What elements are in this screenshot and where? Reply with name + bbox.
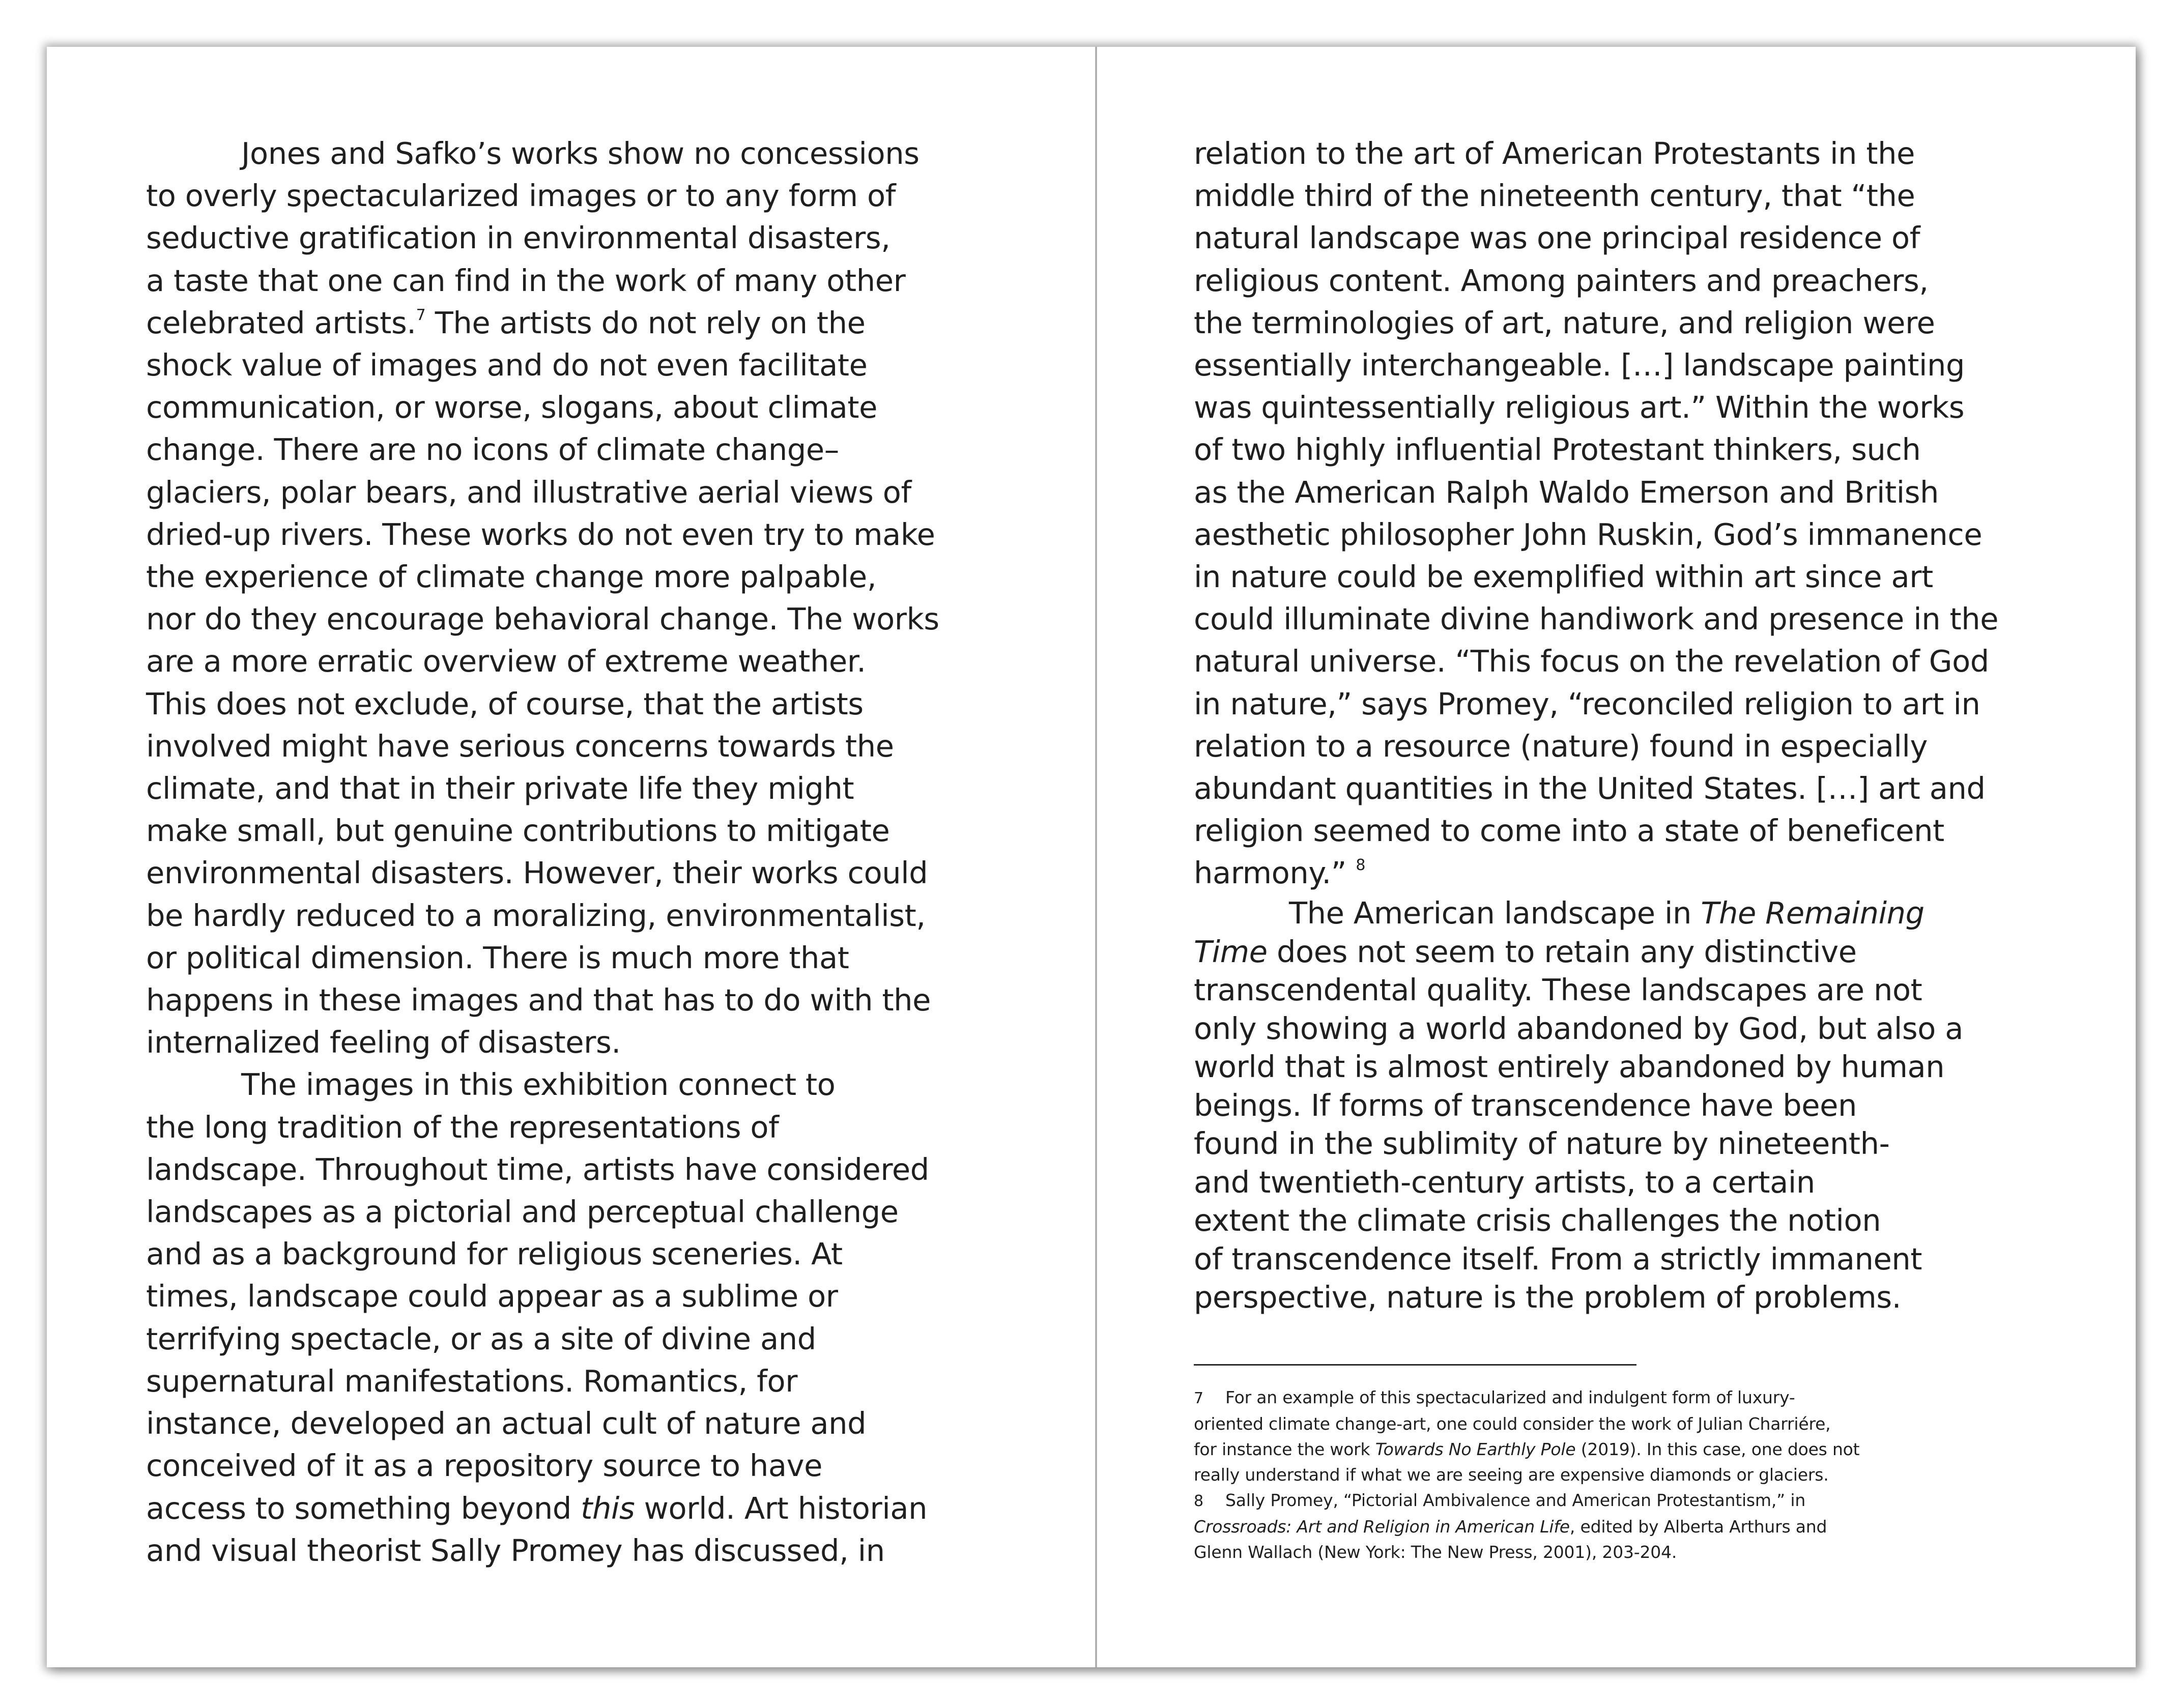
text-segment: harmony.” <box>1194 855 1346 891</box>
text-line <box>1194 1437 2089 1462</box>
text-line: Jones and Safko’s works show no concessions <box>241 136 920 171</box>
text-line: nor do they encourage behavioral change. The works <box>146 601 939 637</box>
text-line <box>146 1487 1011 1529</box>
footnote-7 <box>1194 1385 2089 1488</box>
text-line: supernatural manifestations. Romantics, for <box>146 1363 798 1399</box>
footnote-number: 7 <box>1194 1389 1203 1407</box>
text-line: could illuminate divine handiwork and presence in the <box>1194 601 1999 637</box>
text-line <box>1194 1488 2089 1514</box>
text-line: oriented climate change-art, one could consider the work of Julian Charriére, <box>1194 1414 1831 1434</box>
text-line: a taste that one can find in the work of many other <box>146 263 906 298</box>
text-line: and visual theorist Sally Promey has discussed, in <box>146 1532 885 1568</box>
text-line: transcendental quality. These landscapes are not <box>1194 972 1922 1007</box>
text-line: landscapes as a pictorial and perceptual challenge <box>146 1194 899 1230</box>
text-line: to overly spectacularized images or to any form of <box>146 178 896 214</box>
text-line <box>1194 1385 2089 1411</box>
left-page-body <box>146 132 1011 1572</box>
text-line: times, landscape could appear as a sublime or <box>146 1279 838 1314</box>
italic-text: Towards No Earthly Pole <box>1375 1439 1576 1459</box>
text-segment: does not seem to retain any distinctive <box>1267 934 1857 969</box>
text-line: involved might have serious concerns towards the <box>146 728 894 764</box>
text-line: was quintessentially religious art.” Within the works <box>1194 390 1965 425</box>
text-segment: world. Art historian <box>635 1490 928 1526</box>
text-line: be hardly reduced to a moralizing, environmentalist, <box>146 898 926 933</box>
text-line: natural landscape was one principal residence of <box>1194 220 1920 256</box>
text-line: are a more erratic overview of extreme weather. <box>146 644 866 679</box>
text-segment: for instance the work <box>1194 1439 1375 1459</box>
paragraph <box>1194 894 2089 1317</box>
italic-text: Crossroads: Art and Religion in American Life <box>1194 1517 1570 1537</box>
text-segment: , edited by Alberta Arthurs and <box>1569 1517 1827 1537</box>
italic-text: Time <box>1194 934 1268 969</box>
text-line: conceived of it as a repository source to have <box>146 1448 823 1484</box>
text-line: the long tradition of the representations of <box>146 1109 779 1145</box>
italic-text: this <box>581 1490 635 1526</box>
footnote-number: 8 <box>1194 1492 1203 1510</box>
paragraph <box>146 1063 1011 1571</box>
text-line: natural universe. “This focus on the revelation of God <box>1194 644 1989 679</box>
text-line: religious content. Among painters and preachers, <box>1194 263 1929 298</box>
text-line: terrifying spectacle, or as a site of divine and <box>146 1321 816 1356</box>
right-page-body-continued <box>1194 894 2089 1317</box>
text-line: as the American Ralph Waldo Emerson and British <box>1194 474 1939 510</box>
text-line: in nature,” says Promey, “reconciled religion to art in <box>1194 686 1980 721</box>
text-line: only showing a world abandoned by God, but also a <box>1194 1010 1964 1046</box>
text-segment: access to something beyond <box>146 1490 581 1526</box>
text-line: shock value of images and do not even facilitate <box>146 348 868 383</box>
text-line: internalized feeling of disasters. <box>146 1025 621 1060</box>
text-line: aesthetic philosopher John Ruskin, God’s immanence <box>1194 516 1983 552</box>
text-line: essentially interchangeable. […] landscape painting <box>1194 348 1965 383</box>
footnote-reference[interactable]: 8 <box>1356 856 1366 875</box>
text-line: make small, but genuine contributions to mitigate <box>146 813 890 849</box>
text-segment: For an example of this spectacularized and indulgent form of luxury- <box>1225 1387 1795 1407</box>
text-segment: The American landscape in <box>1289 895 1701 931</box>
text-line: landscape. Throughout time, artists have considered <box>146 1151 929 1187</box>
text-line <box>1194 852 2089 894</box>
text-line: the experience of climate change more palpable, <box>146 559 877 595</box>
text-line: environmental disasters. However, their works could <box>146 855 928 891</box>
text-line <box>146 302 1011 344</box>
text-line <box>1194 894 2089 933</box>
text-line: relation to a resource (nature) found in especially <box>1194 728 1928 764</box>
text-line: This does not exclude, of course, that the artists <box>146 686 864 721</box>
text-line: The images in this exhibition connect to <box>241 1067 836 1103</box>
text-segment: Sally Promey, “Pictorial Ambivalence and American Protestantism,” in <box>1225 1490 1806 1510</box>
text-line: of transcendence itself. From a strictly immanent <box>1194 1241 1922 1277</box>
footnote-divider <box>1194 1364 1636 1366</box>
footnote-8 <box>1194 1488 2089 1565</box>
footnotes <box>1194 1385 2089 1565</box>
text-line: abundant quantities in the United States. […] art and <box>1194 771 1986 806</box>
right-page <box>1097 47 2136 1667</box>
text-line: religion seemed to come into a state of beneficent <box>1194 813 1944 849</box>
text-segment: The artists do not rely on the <box>435 305 866 340</box>
text-line: instance, developed an actual cult of nature and <box>146 1406 867 1441</box>
text-line: change. There are no icons of climate change– <box>146 432 839 468</box>
text-line: or political dimension. There is much more that <box>146 940 849 975</box>
italic-text: The Remaining <box>1701 895 1925 931</box>
text-line: the terminologies of art, nature, and religion were <box>1194 305 1935 340</box>
text-line: extent the climate crisis challenges the notion <box>1194 1203 1881 1238</box>
text-line: dried-up rivers. These works do not even try to make <box>146 516 935 552</box>
paragraph <box>146 132 1011 1063</box>
text-line <box>1194 933 2089 971</box>
text-line: of two highly influential Protestant thinkers, such <box>1194 432 1921 468</box>
text-line: in nature could be exemplified within art since art <box>1194 559 1933 595</box>
right-page-body <box>1194 132 2089 894</box>
text-line: and as a background for religious sceneries. At <box>146 1236 843 1272</box>
text-line: really understand if what we are seeing are expensive diamonds or glaciers. <box>1194 1465 1829 1485</box>
text-line: glaciers, polar bears, and illustrative aerial views of <box>146 474 911 510</box>
text-line: happens in these images and that has to do with the <box>146 982 931 1018</box>
text-line: and twentieth-century artists, to a certain <box>1194 1164 1815 1200</box>
text-segment: (2019). In this case, one does not <box>1575 1439 1860 1459</box>
text-segment: celebrated artists. <box>146 305 416 340</box>
left-page <box>47 47 1095 1667</box>
text-line <box>1194 1514 2089 1540</box>
book-spread <box>47 47 2136 1667</box>
text-line: world that is almost entirely abandoned by human <box>1194 1049 1945 1084</box>
text-line: perspective, nature is the problem of problems. <box>1194 1280 1902 1315</box>
text-line: middle third of the nineteenth century, that “the <box>1194 178 1915 214</box>
text-line: climate, and that in their private life they might <box>146 771 854 806</box>
footnote-reference[interactable]: 7 <box>416 306 426 324</box>
text-line: beings. If forms of transcendence have been <box>1194 1087 1857 1123</box>
paragraph <box>1194 132 2089 894</box>
text-line: communication, or worse, slogans, about climate <box>146 390 877 425</box>
text-line: found in the sublimity of nature by nineteenth- <box>1194 1126 1890 1161</box>
text-line: Glenn Wallach (New York: The New Press, 2001), 203-204. <box>1194 1542 1677 1562</box>
text-line: relation to the art of American Protestants in the <box>1194 136 1915 171</box>
text-line: seductive gratification in environmental disasters, <box>146 220 891 256</box>
